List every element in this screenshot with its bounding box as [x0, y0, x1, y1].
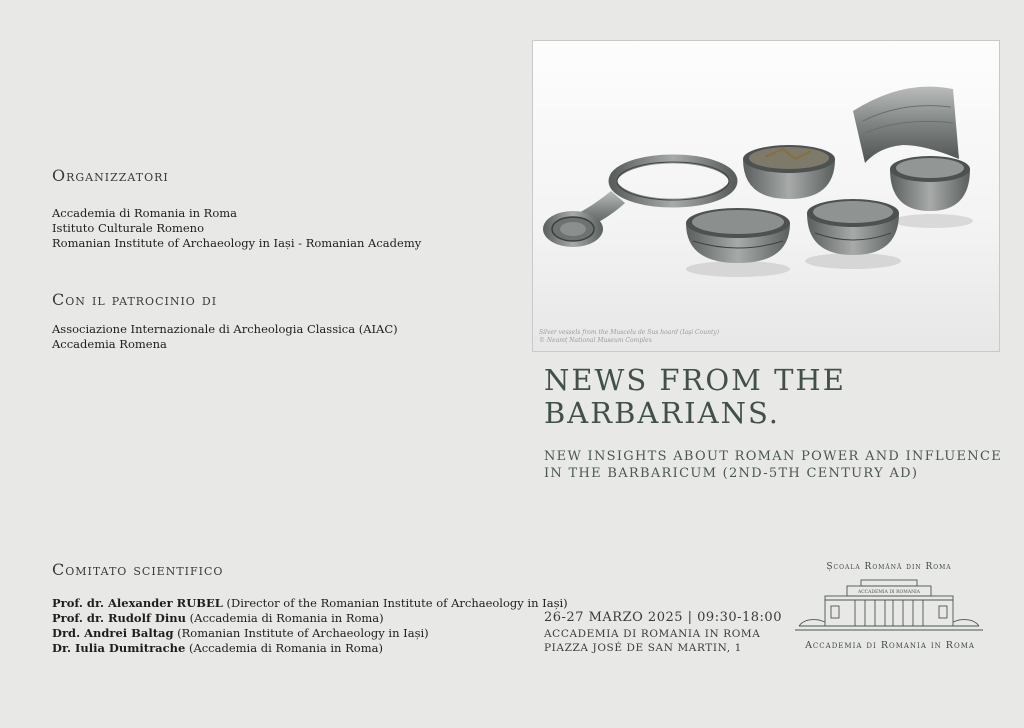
member-name: Prof. dr. Rudolf Dinu: [52, 611, 186, 625]
silver-bowl: [890, 156, 970, 211]
member-affiliation: (Accademia di Romania in Roma): [188, 641, 383, 655]
organizer-item: Accademia di Romania in Roma: [52, 206, 238, 220]
organizers-title: Organizzatori: [52, 166, 169, 185]
event-address: PIAZZA JOSÉ DE SAN MARTIN, 1: [544, 642, 742, 654]
member-affiliation: (Accademia di Romania in Roma): [189, 611, 384, 625]
logo-top-text: Școala Română din Roma: [826, 562, 952, 572]
member-name: Prof. dr. Alexander RUBEL: [52, 596, 223, 610]
committee-member: [52, 611, 568, 626]
patronage-item: Accademia Romena: [52, 337, 167, 351]
committee-list: [52, 596, 568, 656]
patronage-list: [52, 322, 398, 352]
committee-member: [52, 641, 568, 656]
organizers-list: [52, 206, 421, 251]
member-affiliation: (Romanian Institute of Archaeology in Iași): [177, 626, 429, 640]
logo-bottom-text: Accademia di Romania in Roma: [805, 640, 975, 651]
hero-photo: [532, 40, 1000, 352]
subtitle-line: NEW INSIGHTS ABOUT ROMAN POWER AND INFLUENCE: [544, 449, 1002, 464]
member-name: Dr. Iulia Dumitrache: [52, 641, 186, 655]
event-venue: ACCADEMIA DI ROMANIA IN ROMA: [544, 628, 761, 640]
silver-bowl: [686, 208, 790, 263]
caption-line: © Neamț National Museum Complex: [539, 337, 653, 344]
organizer-item: Romanian Institute of Archaeology in Iași - Romanian Academy: [52, 236, 422, 250]
member-affiliation: (Director of the Romanian Institute of Archaeology in Iași): [226, 596, 568, 610]
organizer-item: Istituto Culturale Romeno: [52, 221, 204, 235]
silver-bowl: [807, 199, 899, 255]
page-subtitle: [544, 448, 1004, 482]
title-line: BARBARIANS.: [544, 396, 781, 430]
caption-line: Silver vessels from the Muscelu de Sus hoard (Iași County): [539, 329, 720, 336]
event-date: 26-27 MARZO 2025 | 09:30-18:00: [544, 610, 782, 625]
member-name: Drd. Andrei Baltag: [52, 626, 174, 640]
building-label: ACCADEMIA DI ROMANIA: [857, 590, 921, 595]
subtitle-line: IN THE BARBARICUM (2ND-5TH CENTURY AD): [544, 466, 919, 481]
academy-building-icon: [795, 574, 983, 636]
page-title: [544, 364, 984, 430]
committee-title: Comitato scientifico: [52, 560, 224, 579]
silver-bowl: [743, 145, 835, 199]
title-line: NEWS FROM THE: [544, 363, 846, 397]
patronage-item: Associazione Internazionale di Archeologia Classica (AIAC): [52, 322, 398, 336]
silver-vessels-illustration: [533, 41, 999, 351]
photo-caption: [539, 329, 719, 345]
patronage-title: Con il patrocinio di: [52, 290, 218, 309]
committee-member: [52, 596, 568, 611]
silver-fragment: [853, 87, 959, 163]
committee-member: [52, 626, 568, 641]
